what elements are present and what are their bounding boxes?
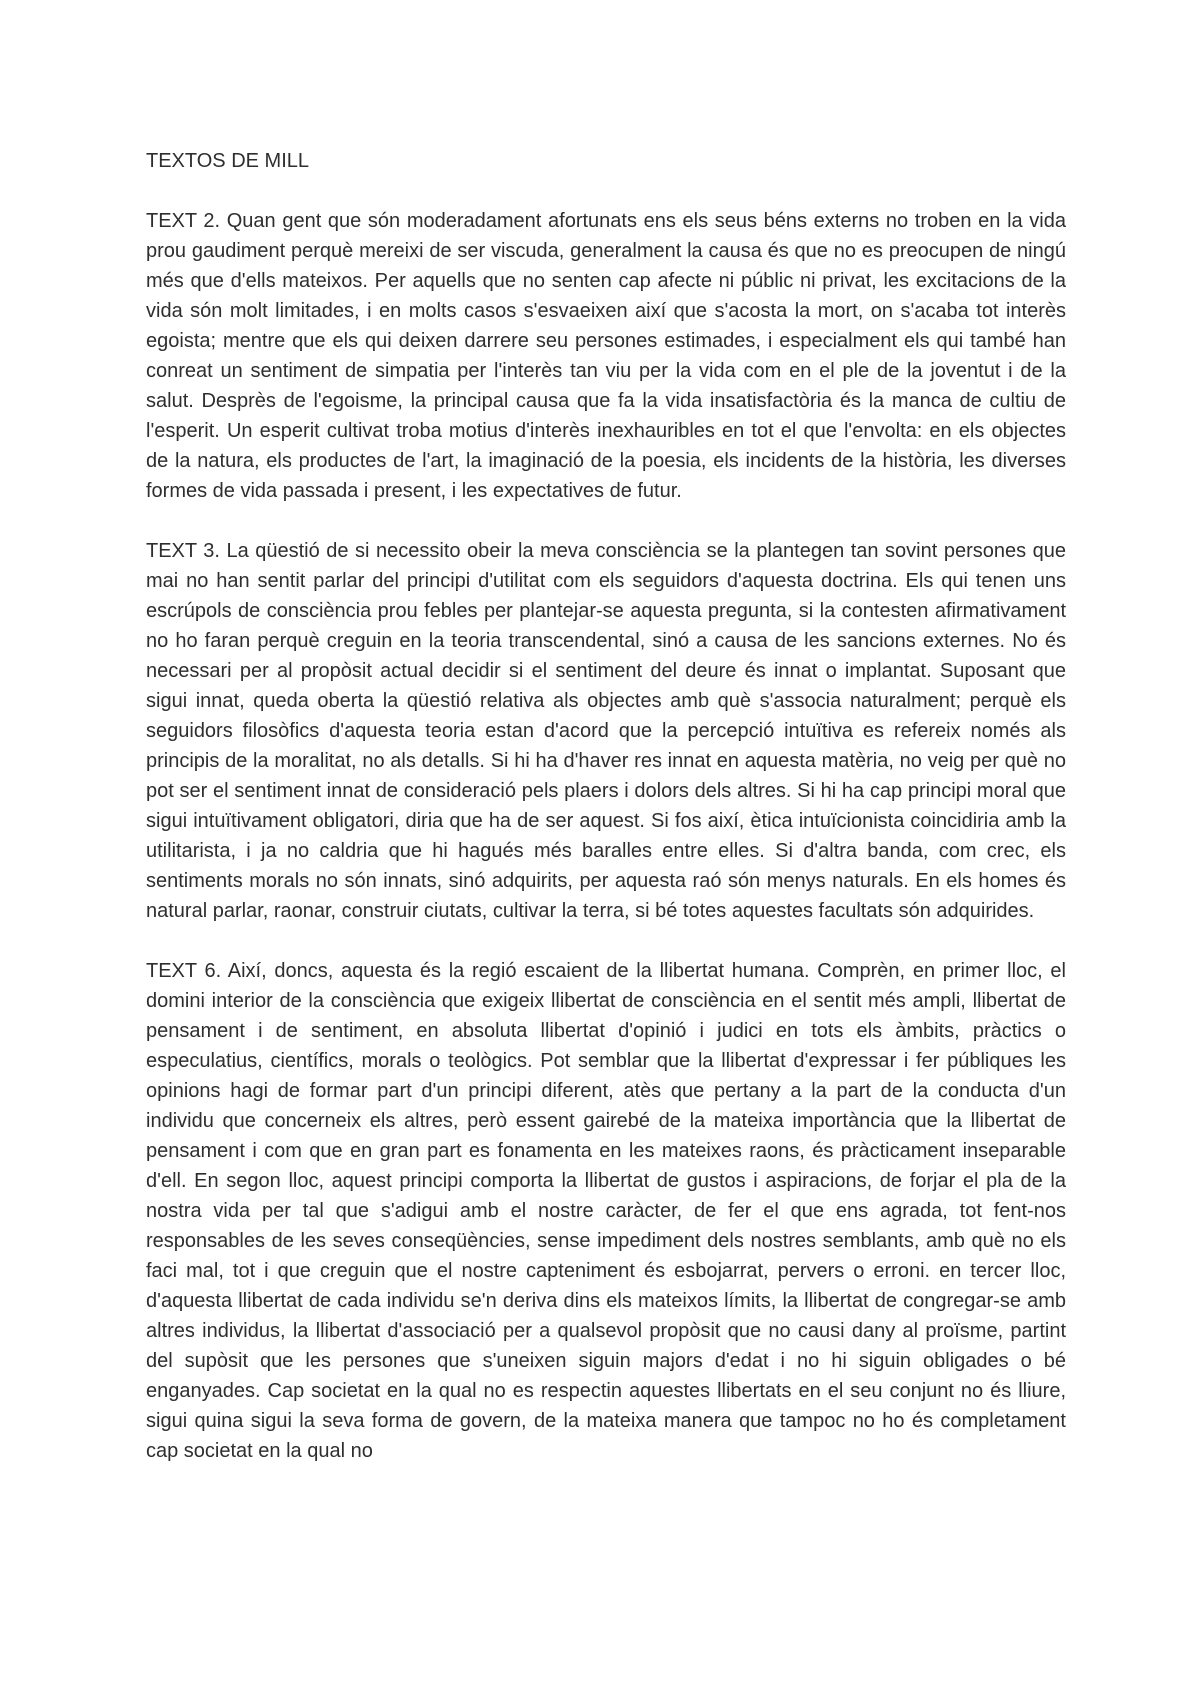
paragraph-text-6: TEXT 6. Així, doncs, aquesta és la regió escaient de la llibertat humana. Comprèn, en primer lloc, el domini interior de la consciència que exigeix llibertat de consciència en el sentit més ampli, llibertat de pensament i de sentiment, en absoluta llibertat d'opinió i judici en tots els àmbits, pràctics o especulatius, científics, morals o teològics. Pot semblar que la llibertat d'expressar i fer públiques les opinions hagi de formar part d'un principi diferent, atès que pertany a la part de la conducta d'un individu que concerneix els altres, però essent gairebé de la mateixa importància que la llibertat de pensament i com que en gran part es fonamenta en les mateixes raons, és pràcticament inseparable d'ell. En segon lloc, aquest principi comporta la llibertat de gustos i aspiracions, de forjar el pla de la nostra vida per tal que s'adigui amb el nostre caràcter, de fer el que ens agrada, tot fent-nos responsables de les seves conseqüències, sense impediment dels nostres semblants, amb què no els faci mal, tot i que creguin que el nostre capteniment és esbojarrat, pervers o erroni. en tercer lloc, d'aquesta llibertat de cada individu se'n deriva dins els mateixos límits, la llibertat de congregar-se amb altres individus, la llibertat d'associació per a qualsevol propòsit que no causi dany al proïsme, partint del supòsit que les persones que s'uneixen siguin majors d'edat i no hi siguin obligades o bé enganyades. Cap societat en la qual no es respectin aquestes llibertats en el seu conjunt no és lliure, sigui quina sigui la seva forma de govern, de la mateixa manera que tampoc no ho és completament cap societat en la qual no	[146, 960, 1066, 1462]
document-page	[146, 146, 1066, 1466]
paragraph-text-2: TEXT 2. Quan gent que són moderadament afortunats ens els seus béns externs no troben en la vida prou gaudiment perquè mereixi de ser viscuda, generalment la causa és que no es preocupen de ningú més que d'ells mateixos. Per aquells que no senten cap afecte ni públic ni privat, les excitacions de la vida són molt limitades, i en molts casos s'esvaeixen així que s'acosta la mort, on s'acaba tot interès egoista; mentre que els qui deixen darrere seu persones estimades, i especialment els qui també han conreat un sentiment de simpatia per l'interès tan viu per la vida com en el ple de la joventut i de la salut. Desprès de l'egoisme, la principal causa que fa la vida insatisfactòria és la manca de cultiu de l'esperit. Un esperit cultivat troba motius d'interès inexhauribles en tot el que l'envolta: en els objectes de la natura, els productes de l'art, la imaginació de la poesia, els incidents de la història, les diverses formes de vida passada i present, i les expectatives de futur.	[146, 210, 1066, 502]
document-title: TEXTOS DE MILL	[146, 150, 310, 172]
paragraph-text-3: TEXT 3. La qüestió de si necessito obeir la meva consciència se la plantegen tan sovint persones que mai no han sentit parlar del principi d'utilitat com els seguidors d'aquesta doctrina. Els qui tenen uns escrúpols de consciència prou febles per plantejar-se aquesta pregunta, si la contesten afirmativament no ho faran perquè creguin en la teoria transcendental, sinó a causa de les sancions externes. No és necessari per al propòsit actual decidir si el sentiment del deure és innat o implantat. Suposant que sigui innat, queda oberta la qüestió relativa als objectes amb què s'associa naturalment; perquè els seguidors filosòfics d'aquesta teoria estan d'acord que la percepció intuïtiva es refereix només als principis de la moralitat, no als detalls. Si hi ha d'haver res innat en aquesta matèria, no veig per què no pot ser el sentiment innat de consideració pels plaers i dolors dels altres. Si hi ha cap principi moral que sigui intuïtivament obligatori, diria que ha de ser aquest. Si fos així, ètica intuïcionista coincidiria amb la utilitarista, i ja no caldria que hi hagués més baralles entre elles. Si d'altra banda, com crec, els sentiments morals no són innats, sinó adquirits, per aquesta raó són menys naturals. En els homes és natural parlar, raonar, construir ciutats, cultivar la terra, si bé totes aquestes facultats són adquirides.	[146, 540, 1066, 922]
